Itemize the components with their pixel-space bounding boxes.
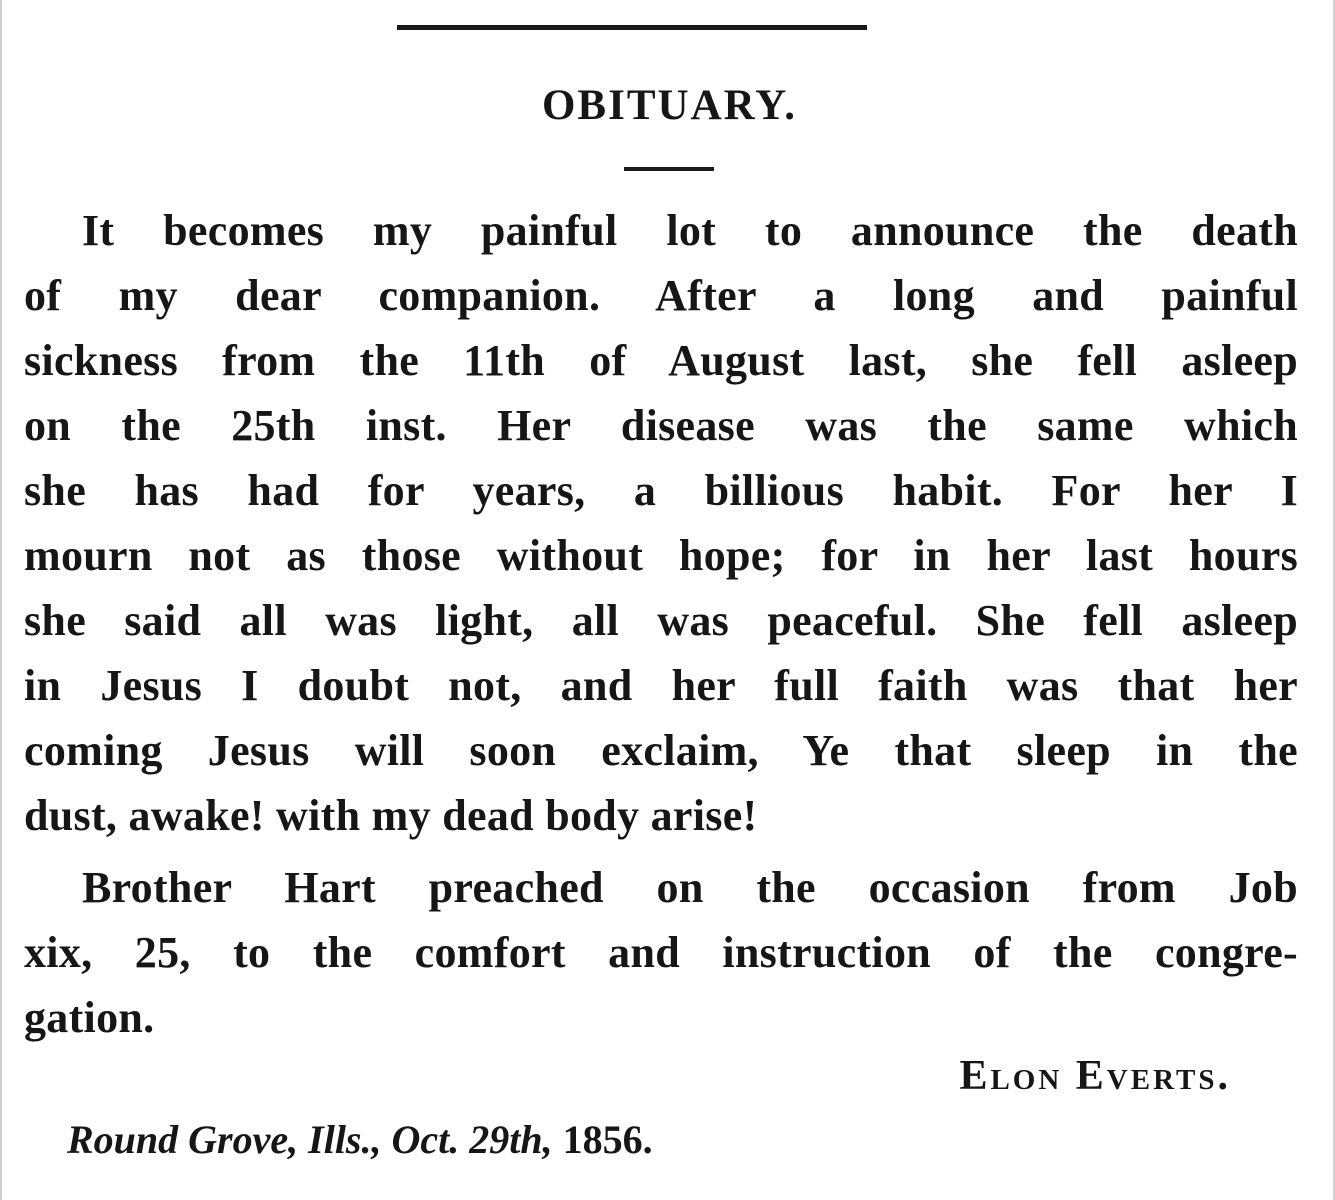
text-line: she has had for years, a billious habit. For her I	[24, 466, 1298, 515]
dateline	[67, 1110, 653, 1170]
paragraph-2	[24, 855, 1298, 1050]
text-line: xix, 25, to the comfort and instruction of the congre-	[24, 928, 1298, 977]
text-line: sickness from the 11th of August last, she fell asleep	[24, 336, 1298, 385]
top-divider-rule	[397, 25, 867, 30]
text-line: mourn not as those without hope; for in her last hours	[24, 531, 1298, 580]
author-signature: Elon Everts.	[959, 1053, 1231, 1099]
article-title: OBITUARY.	[541, 82, 798, 129]
title-divider-rule	[624, 167, 714, 171]
text-line: Brother Hart preached on the occasion from Job	[82, 863, 1298, 912]
text-line: dust, awake! with my dead body arise!	[24, 791, 758, 840]
text-line: coming Jesus will soon exclaim, Ye that sleep in the	[24, 726, 1298, 775]
text-line: of my dear companion. After a long and painful	[24, 271, 1298, 320]
text-line: on the 25th inst. Her disease was the same which	[24, 401, 1298, 450]
text-line: in Jesus I doubt not, and her full faith was that her	[24, 661, 1298, 710]
year: 1856.	[562, 1117, 653, 1162]
place-and-date: Round Grove, Ills., Oct. 29th,	[67, 1117, 553, 1162]
text-line: It becomes my painful lot to announce the death	[82, 206, 1298, 255]
text-line: gation.	[24, 993, 155, 1042]
text-line: she said all was light, all was peaceful. She fell asleep	[24, 596, 1298, 645]
paragraph-1	[24, 198, 1298, 848]
